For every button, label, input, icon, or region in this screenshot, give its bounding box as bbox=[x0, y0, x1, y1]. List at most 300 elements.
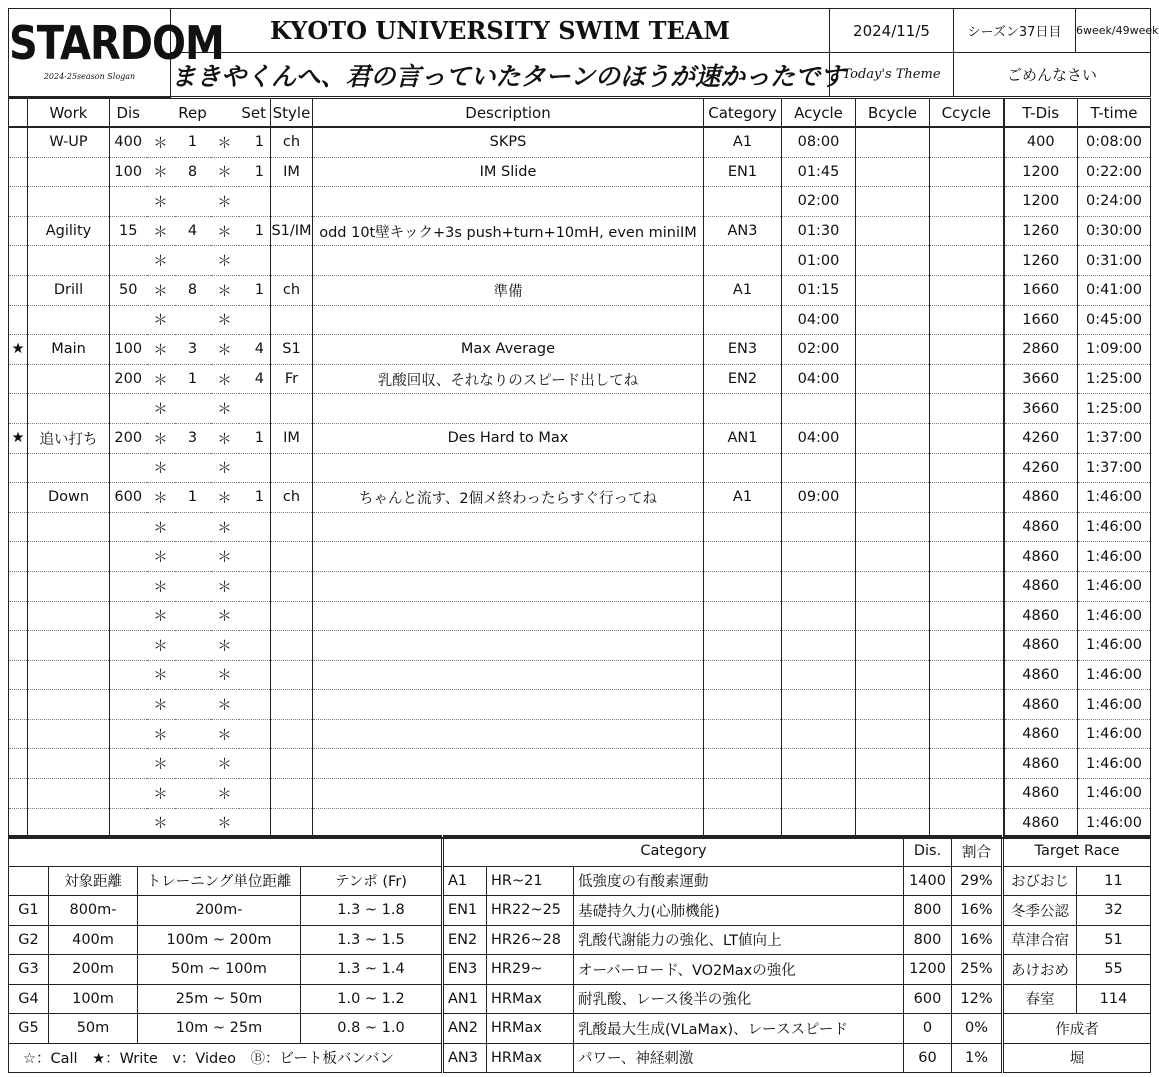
cell-bcycle bbox=[856, 631, 930, 661]
group-cell: 1.3 ~ 1.4 bbox=[301, 955, 442, 985]
cell-tdis: 4860 bbox=[1004, 571, 1078, 601]
cell-description bbox=[313, 394, 704, 424]
race-name: あけおめ bbox=[1004, 955, 1077, 985]
cell-category bbox=[704, 808, 782, 838]
cell-mark bbox=[9, 246, 28, 276]
cell-style: S1 bbox=[271, 335, 313, 365]
cell-category bbox=[704, 187, 782, 217]
cell-description bbox=[313, 187, 704, 217]
cell-rep bbox=[175, 453, 211, 483]
cell-dis bbox=[110, 542, 147, 572]
cell-tdis: 3660 bbox=[1004, 364, 1078, 394]
cell-ccycle bbox=[930, 246, 1004, 276]
cell-ccycle bbox=[930, 423, 1004, 453]
cell-sep: ＊ bbox=[211, 631, 239, 661]
cell-bcycle bbox=[856, 749, 930, 779]
cell-set bbox=[239, 305, 271, 335]
cell-category: A1 bbox=[704, 127, 782, 157]
cell-rep: 1 bbox=[175, 364, 211, 394]
date: 2024/11/5 bbox=[830, 9, 954, 53]
category-cell: 乳酸最大生成(VLaMax)、レーススピード bbox=[574, 1014, 904, 1044]
cell-tdis: 1260 bbox=[1004, 216, 1078, 246]
cell-acycle bbox=[782, 453, 856, 483]
cell-rep bbox=[175, 690, 211, 720]
group-cell: 25m ~ 50m bbox=[138, 984, 301, 1014]
unit-distance-header: トレーニング単位距離 bbox=[138, 866, 301, 896]
cell-ccycle bbox=[930, 394, 1004, 424]
cell-ccycle bbox=[930, 364, 1004, 394]
cell-ttime: 0:45:00 bbox=[1078, 305, 1151, 335]
cell-mark: ★ bbox=[9, 423, 28, 453]
category-cell: 16% bbox=[952, 925, 1002, 955]
rep-header: Rep bbox=[175, 99, 211, 128]
cell-sep: ＊ bbox=[211, 542, 239, 572]
cell-mark bbox=[9, 483, 28, 513]
cell-dis: 100 bbox=[110, 157, 147, 187]
cell-work: Main bbox=[28, 335, 110, 365]
group-cell: 200m- bbox=[138, 896, 301, 926]
cell-description: 乳酸回収、それなりのスピード出してね bbox=[313, 364, 704, 394]
cell-acycle bbox=[782, 719, 856, 749]
category-cell: 低強度の有酸素運動 bbox=[574, 866, 904, 896]
cell-category bbox=[704, 246, 782, 276]
cell-bcycle bbox=[856, 512, 930, 542]
category-cell: HR~21 bbox=[487, 866, 574, 896]
logo-text: STARDOM bbox=[9, 17, 224, 71]
cell-sep: ＊ bbox=[211, 483, 239, 513]
cell-ttime: 1:25:00 bbox=[1078, 394, 1151, 424]
cell-sep: ＊ bbox=[147, 483, 175, 513]
race-row bbox=[1004, 925, 1151, 955]
table-row bbox=[9, 423, 1151, 453]
table-row bbox=[9, 719, 1151, 749]
cell-sep: ＊ bbox=[147, 631, 175, 661]
cell-sep: ＊ bbox=[211, 660, 239, 690]
cell-style bbox=[271, 601, 313, 631]
category-cell: EN3 bbox=[444, 955, 487, 985]
cell-work bbox=[28, 157, 110, 187]
cell-sep: ＊ bbox=[211, 690, 239, 720]
cell-bcycle bbox=[856, 246, 930, 276]
cell-ttime: 0:24:00 bbox=[1078, 187, 1151, 217]
cell-category bbox=[704, 749, 782, 779]
bcycle-header: Bcycle bbox=[856, 99, 930, 128]
cell-style bbox=[271, 808, 313, 838]
cell-style: S1/IM bbox=[271, 216, 313, 246]
cell-work: Down bbox=[28, 483, 110, 513]
cell-tdis: 400 bbox=[1004, 127, 1078, 157]
cell-bcycle bbox=[856, 275, 930, 305]
cell-ccycle bbox=[930, 305, 1004, 335]
cell-dis: 100 bbox=[110, 335, 147, 365]
cell-rep bbox=[175, 571, 211, 601]
cell-acycle bbox=[782, 690, 856, 720]
logo-subtitle: 2024-25season Slogan bbox=[43, 71, 136, 81]
cell-style bbox=[271, 512, 313, 542]
cell-mark bbox=[9, 305, 28, 335]
cell-work bbox=[28, 690, 110, 720]
cell-sep: ＊ bbox=[147, 601, 175, 631]
category-cell: 乳酸代謝能力の強化、LT値向上 bbox=[574, 925, 904, 955]
category-cell: 0% bbox=[952, 1014, 1002, 1044]
category-cell: 0 bbox=[904, 1014, 952, 1044]
cell-set: 1 bbox=[239, 483, 271, 513]
cell-sep: ＊ bbox=[211, 157, 239, 187]
cell-sep: ＊ bbox=[147, 719, 175, 749]
cell-work bbox=[28, 542, 110, 572]
cell-mark bbox=[9, 779, 28, 809]
cell-sep: ＊ bbox=[147, 660, 175, 690]
cell-ccycle bbox=[930, 187, 1004, 217]
season-day: シーズン37日目 bbox=[954, 9, 1076, 53]
cell-description bbox=[313, 690, 704, 720]
cell-bcycle bbox=[856, 483, 930, 513]
cell-set: 1 bbox=[239, 275, 271, 305]
cell-sep: ＊ bbox=[147, 335, 175, 365]
cell-ttime: 1:46:00 bbox=[1078, 719, 1151, 749]
cell-set: 1 bbox=[239, 423, 271, 453]
cell-style: IM bbox=[271, 157, 313, 187]
cell-ccycle bbox=[930, 483, 1004, 513]
cell-category: A1 bbox=[704, 275, 782, 305]
cell-sep: ＊ bbox=[211, 305, 239, 335]
category-title: Category bbox=[444, 836, 904, 866]
cell-work bbox=[28, 394, 110, 424]
cell-bcycle bbox=[856, 571, 930, 601]
cell-category bbox=[704, 631, 782, 661]
cell-mark bbox=[9, 719, 28, 749]
group-cell: 1.0 ~ 1.2 bbox=[301, 984, 442, 1014]
cell-set bbox=[239, 601, 271, 631]
cell-set bbox=[239, 394, 271, 424]
group-cell: 1.3 ~ 1.8 bbox=[301, 896, 442, 926]
cell-rep: 8 bbox=[175, 157, 211, 187]
cell-style: ch bbox=[271, 275, 313, 305]
cell-work: Drill bbox=[28, 275, 110, 305]
cell-ttime: 1:46:00 bbox=[1078, 631, 1151, 661]
cell-ttime: 1:46:00 bbox=[1078, 483, 1151, 513]
cell-sep: ＊ bbox=[147, 275, 175, 305]
table-row bbox=[9, 453, 1151, 483]
table-row bbox=[9, 690, 1151, 720]
group-cell: 50m ~ 100m bbox=[138, 955, 301, 985]
cell-ttime: 0:22:00 bbox=[1078, 157, 1151, 187]
cell-bcycle bbox=[856, 601, 930, 631]
group-row bbox=[9, 925, 442, 955]
cell-mark bbox=[9, 631, 28, 661]
cell-category bbox=[704, 512, 782, 542]
cell-category: EN3 bbox=[704, 335, 782, 365]
cell-category: EN2 bbox=[704, 364, 782, 394]
cell-rep bbox=[175, 779, 211, 809]
cell-ttime: 1:37:00 bbox=[1078, 453, 1151, 483]
cell-sep: ＊ bbox=[147, 749, 175, 779]
group-row bbox=[9, 955, 442, 985]
cell-dis bbox=[110, 690, 147, 720]
cell-rep bbox=[175, 719, 211, 749]
cell-work bbox=[28, 660, 110, 690]
cell-bcycle bbox=[856, 157, 930, 187]
cell-ttime: 1:46:00 bbox=[1078, 808, 1151, 838]
cell-sep: ＊ bbox=[211, 423, 239, 453]
cell-rep: 1 bbox=[175, 483, 211, 513]
category-cell: HR22~25 bbox=[487, 896, 574, 926]
cell-description: SKPS bbox=[313, 127, 704, 157]
tdis-header: T-Dis bbox=[1004, 99, 1078, 128]
group-cell: 1.3 ~ 1.5 bbox=[301, 925, 442, 955]
cell-tdis: 4860 bbox=[1004, 690, 1078, 720]
table-header bbox=[9, 99, 1151, 128]
cell-ttime: 1:46:00 bbox=[1078, 749, 1151, 779]
cell-dis bbox=[110, 394, 147, 424]
cell-acycle bbox=[782, 542, 856, 572]
group-cell: 100m ~ 200m bbox=[138, 925, 301, 955]
cell-sep: ＊ bbox=[147, 453, 175, 483]
cell-mark: ★ bbox=[9, 335, 28, 365]
cell-description bbox=[313, 808, 704, 838]
table-row bbox=[9, 187, 1151, 217]
cell-ttime: 0:41:00 bbox=[1078, 275, 1151, 305]
cell-sep: ＊ bbox=[211, 216, 239, 246]
cell-acycle bbox=[782, 749, 856, 779]
group-cell: 100m bbox=[49, 984, 138, 1014]
cell-sep: ＊ bbox=[211, 127, 239, 157]
cell-bcycle bbox=[856, 779, 930, 809]
group-cell: G1 bbox=[9, 896, 49, 926]
cell-work bbox=[28, 305, 110, 335]
cell-sep: ＊ bbox=[211, 779, 239, 809]
cell-category bbox=[704, 394, 782, 424]
groups-table bbox=[8, 835, 442, 1073]
cell-work bbox=[28, 719, 110, 749]
race-name: 冬季公認 bbox=[1004, 896, 1077, 926]
cell-style bbox=[271, 246, 313, 276]
cell-mark bbox=[9, 187, 28, 217]
cell-rep bbox=[175, 601, 211, 631]
cell-ttime: 1:46:00 bbox=[1078, 512, 1151, 542]
cell-description: Max Average bbox=[313, 335, 704, 365]
cell-ttime: 0:30:00 bbox=[1078, 216, 1151, 246]
cell-description: IM Slide bbox=[313, 157, 704, 187]
cell-work bbox=[28, 808, 110, 838]
cell-tdis: 4860 bbox=[1004, 808, 1078, 838]
cell-bcycle bbox=[856, 364, 930, 394]
cell-description: odd 10t壁キック+3s push+turn+10mH, even miniIM bbox=[313, 216, 704, 246]
cell-set bbox=[239, 453, 271, 483]
table-row bbox=[9, 631, 1151, 661]
cell-ttime: 1:46:00 bbox=[1078, 601, 1151, 631]
group-cell: G2 bbox=[9, 925, 49, 955]
category-cell: HR26~28 bbox=[487, 925, 574, 955]
cell-description bbox=[313, 660, 704, 690]
cell-bcycle bbox=[856, 216, 930, 246]
cell-ttime: 1:25:00 bbox=[1078, 364, 1151, 394]
cell-acycle: 09:00 bbox=[782, 483, 856, 513]
cell-category bbox=[704, 660, 782, 690]
cell-ttime: 1:46:00 bbox=[1078, 660, 1151, 690]
ratio-header: 割合 bbox=[952, 836, 1002, 866]
style-header: Style bbox=[271, 99, 313, 128]
category-row bbox=[444, 1043, 1002, 1073]
cell-sep: ＊ bbox=[147, 187, 175, 217]
cell-description bbox=[313, 601, 704, 631]
cell-dis bbox=[110, 187, 147, 217]
cell-tdis: 4260 bbox=[1004, 423, 1078, 453]
cell-description bbox=[313, 305, 704, 335]
table-row bbox=[9, 275, 1151, 305]
cell-acycle: 04:00 bbox=[782, 423, 856, 453]
cell-style: Fr bbox=[271, 364, 313, 394]
cell-sep: ＊ bbox=[211, 719, 239, 749]
cell-sep: ＊ bbox=[147, 808, 175, 838]
cell-bcycle bbox=[856, 719, 930, 749]
race-row bbox=[1004, 955, 1151, 985]
category-row bbox=[444, 955, 1002, 985]
cell-sep: ＊ bbox=[147, 423, 175, 453]
race-row bbox=[1004, 896, 1151, 926]
cell-sep: ＊ bbox=[211, 749, 239, 779]
ttime-header: T-time bbox=[1078, 99, 1151, 128]
category-cell: オーバーロード、VO2Maxの強化 bbox=[574, 955, 904, 985]
cell-description bbox=[313, 719, 704, 749]
table-row bbox=[9, 364, 1151, 394]
race-days: 55 bbox=[1077, 955, 1151, 985]
cell-bcycle bbox=[856, 423, 930, 453]
category-cell: HRMax bbox=[487, 1043, 574, 1073]
category-cell: 60 bbox=[904, 1043, 952, 1073]
cell-sep: ＊ bbox=[147, 127, 175, 157]
cell-set bbox=[239, 542, 271, 572]
cell-tdis: 4860 bbox=[1004, 512, 1078, 542]
cell-work bbox=[28, 246, 110, 276]
cell-ccycle bbox=[930, 216, 1004, 246]
cell-description: 準備 bbox=[313, 275, 704, 305]
table-row bbox=[9, 216, 1151, 246]
table-row bbox=[9, 246, 1151, 276]
cell-ccycle bbox=[930, 601, 1004, 631]
cell-sep: ＊ bbox=[211, 453, 239, 483]
cell-dis bbox=[110, 749, 147, 779]
cell-set bbox=[239, 779, 271, 809]
cell-set: 1 bbox=[239, 157, 271, 187]
cell-style bbox=[271, 305, 313, 335]
author-label: 作成者 bbox=[1004, 1014, 1151, 1044]
cell-acycle bbox=[782, 571, 856, 601]
cell-tdis: 4860 bbox=[1004, 483, 1078, 513]
category-cell: 800 bbox=[904, 925, 952, 955]
cell-mark bbox=[9, 808, 28, 838]
cell-mark bbox=[9, 275, 28, 305]
category-cell: 基礎持久力(心肺機能) bbox=[574, 896, 904, 926]
cell-work: Agility bbox=[28, 216, 110, 246]
cell-category: AN1 bbox=[704, 423, 782, 453]
dis-total-header: Dis. bbox=[904, 836, 952, 866]
cell-dis: 50 bbox=[110, 275, 147, 305]
group-row bbox=[9, 984, 442, 1014]
cell-set: 1 bbox=[239, 216, 271, 246]
cell-mark bbox=[9, 690, 28, 720]
cell-rep: 4 bbox=[175, 216, 211, 246]
cell-sep: ＊ bbox=[147, 542, 175, 572]
cell-acycle bbox=[782, 779, 856, 809]
cell-category: EN1 bbox=[704, 157, 782, 187]
cell-ttime: 0:31:00 bbox=[1078, 246, 1151, 276]
cell-rep bbox=[175, 394, 211, 424]
category-cell: 800 bbox=[904, 896, 952, 926]
cell-work bbox=[28, 364, 110, 394]
table-row bbox=[9, 779, 1151, 809]
cell-acycle: 04:00 bbox=[782, 364, 856, 394]
cell-ttime: 1:46:00 bbox=[1078, 690, 1151, 720]
cell-rep: 3 bbox=[175, 423, 211, 453]
cell-sep: ＊ bbox=[147, 246, 175, 276]
cell-work bbox=[28, 779, 110, 809]
cell-description bbox=[313, 749, 704, 779]
cell-ttime: 1:46:00 bbox=[1078, 571, 1151, 601]
cell-dis: 15 bbox=[110, 216, 147, 246]
cell-acycle bbox=[782, 601, 856, 631]
cell-dis bbox=[110, 779, 147, 809]
table-row bbox=[9, 571, 1151, 601]
cell-bcycle bbox=[856, 305, 930, 335]
cell-sep: ＊ bbox=[147, 305, 175, 335]
cell-sep: ＊ bbox=[211, 364, 239, 394]
cell-category bbox=[704, 690, 782, 720]
cell-rep bbox=[175, 305, 211, 335]
cell-mark bbox=[9, 601, 28, 631]
cell-sep: ＊ bbox=[211, 601, 239, 631]
work-header: Work bbox=[28, 99, 110, 128]
cell-bcycle bbox=[856, 660, 930, 690]
cell-mark bbox=[9, 453, 28, 483]
category-cell: HR29~ bbox=[487, 955, 574, 985]
cell-tdis: 3660 bbox=[1004, 394, 1078, 424]
cell-style bbox=[271, 631, 313, 661]
cell-set: 1 bbox=[239, 127, 271, 157]
group-cell: 800m- bbox=[49, 896, 138, 926]
cell-sep: ＊ bbox=[211, 808, 239, 838]
cell-ttime: 1:37:00 bbox=[1078, 423, 1151, 453]
cell-category: A1 bbox=[704, 483, 782, 513]
cell-category: AN3 bbox=[704, 216, 782, 246]
target-race-table bbox=[1003, 835, 1151, 1073]
table-row bbox=[9, 660, 1151, 690]
cell-category bbox=[704, 453, 782, 483]
mark-header bbox=[9, 99, 28, 128]
cell-ttime: 1:46:00 bbox=[1078, 779, 1151, 809]
cell-rep bbox=[175, 749, 211, 779]
cell-work: W-UP bbox=[28, 127, 110, 157]
week-count: 6week/49week bbox=[1076, 9, 1151, 53]
cell-category bbox=[704, 571, 782, 601]
cell-acycle: 02:00 bbox=[782, 335, 856, 365]
cell-style bbox=[271, 660, 313, 690]
cell-work bbox=[28, 631, 110, 661]
cell-style: IM bbox=[271, 423, 313, 453]
category-row bbox=[444, 1014, 1002, 1044]
cell-style bbox=[271, 690, 313, 720]
cell-sep: ＊ bbox=[211, 275, 239, 305]
cell-tdis: 4860 bbox=[1004, 779, 1078, 809]
cell-ccycle bbox=[930, 571, 1004, 601]
cell-dis: 400 bbox=[110, 127, 147, 157]
cell-bcycle bbox=[856, 453, 930, 483]
cell-rep bbox=[175, 542, 211, 572]
group-cell: 50m bbox=[49, 1014, 138, 1044]
cell-dis bbox=[110, 453, 147, 483]
cell-acycle: 01:30 bbox=[782, 216, 856, 246]
cell-set bbox=[239, 246, 271, 276]
